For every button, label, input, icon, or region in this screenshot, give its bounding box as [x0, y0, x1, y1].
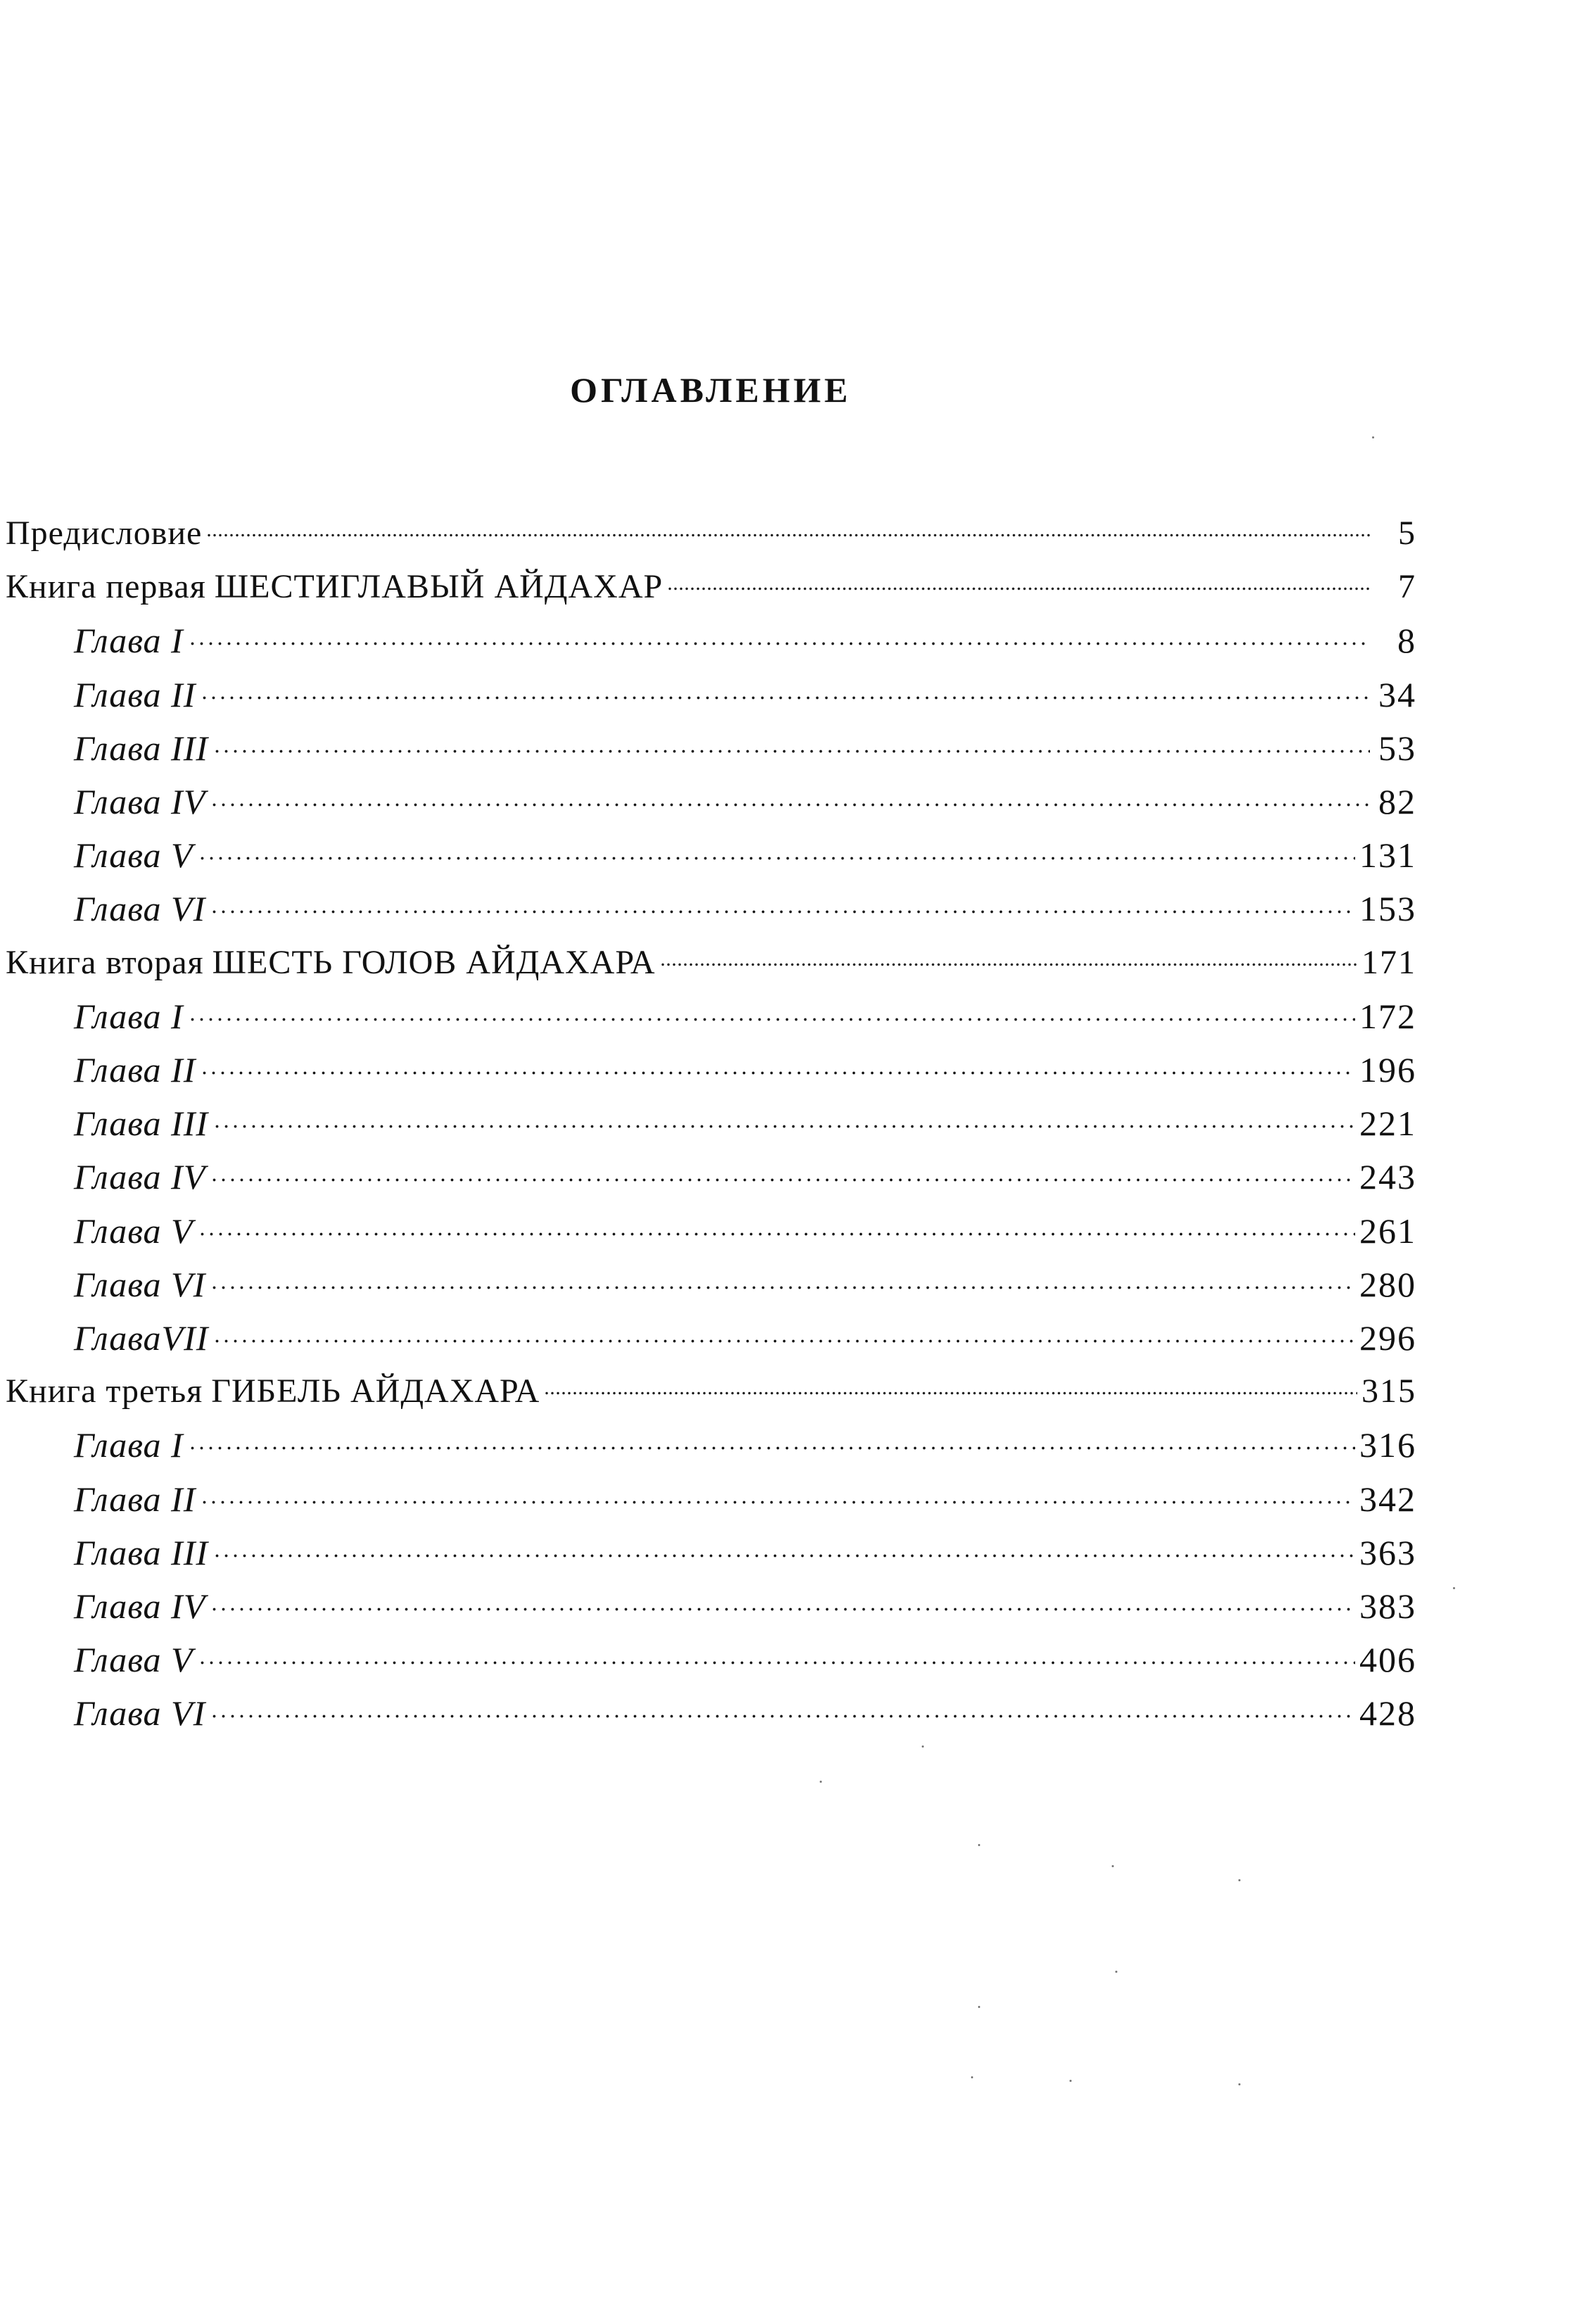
- toc-chapter-entry: [74, 828, 1416, 882]
- page-number: 82: [1378, 782, 1416, 821]
- page-number: 5: [1398, 514, 1416, 552]
- toc-book-entry: [6, 507, 1416, 560]
- dot-leader: [212, 1554, 1355, 1558]
- toc-entry-label: [74, 1633, 193, 1686]
- toc-entry-label: [74, 1097, 208, 1150]
- toc-entry-title: Книга третья: [6, 1372, 203, 1410]
- scan-speck: [1070, 2080, 1072, 2082]
- toc-chapter-entry: [74, 775, 1416, 828]
- toc-entry-title: Глава III: [74, 728, 209, 768]
- toc-entry-title: Глава V: [74, 835, 193, 876]
- toc-chapter-entry: [74, 1633, 1416, 1686]
- dot-leader: [667, 587, 1370, 591]
- page-number: 34: [1378, 674, 1416, 714]
- toc-chapter-entry: [74, 1150, 1416, 1204]
- page-number: 316: [1359, 1425, 1416, 1465]
- dot-leader: [188, 1446, 1355, 1450]
- toc-book-entry: [6, 560, 1416, 614]
- toc-entry-title: Глава IV: [74, 782, 206, 821]
- dot-leader: [212, 1339, 1355, 1343]
- toc-entry-title: Глава VI: [74, 1264, 206, 1304]
- page-number: 8: [1397, 621, 1416, 661]
- toc-entry-label: [74, 775, 205, 828]
- toc-entry-label: [74, 1150, 205, 1204]
- page-number: 280: [1359, 1264, 1416, 1304]
- page-number: 383: [1359, 1586, 1416, 1626]
- toc-entry-subtitle: ШЕСТЬ ГОЛОВ АЙДАХАРА: [212, 943, 656, 981]
- toc-entry-title: Глава II: [74, 1479, 196, 1519]
- page-number: 171: [1362, 943, 1416, 981]
- toc-chapter-entry: [74, 1204, 1416, 1258]
- page-number: 342: [1359, 1479, 1416, 1519]
- toc-entry-title: Глава I: [74, 996, 184, 1036]
- toc-entry-title: Глава IV: [74, 1157, 206, 1197]
- page-number: 131: [1359, 835, 1416, 876]
- scan-speck: [1112, 1865, 1114, 1867]
- page-number: 363: [1359, 1532, 1416, 1572]
- dot-leader: [200, 696, 1370, 700]
- toc-entry-label: [74, 828, 193, 882]
- page-number: 296: [1359, 1318, 1416, 1358]
- page-number: 7: [1398, 568, 1416, 606]
- toc-chapter-entry: [74, 1526, 1416, 1579]
- dot-leader: [210, 1608, 1355, 1611]
- toc-chapter-entry: [74, 668, 1416, 721]
- toc-entry-label: [74, 614, 184, 667]
- scan-speck: [922, 1745, 924, 1748]
- toc-entry-label: [74, 668, 196, 721]
- toc-chapter-entry: [74, 1258, 1416, 1311]
- scan-speck: [1453, 1587, 1455, 1589]
- toc-entry-label: [74, 1472, 196, 1526]
- toc-entry-title: Глава V: [74, 1640, 193, 1680]
- toc-chapter-entry: [74, 990, 1416, 1043]
- page-number: 406: [1359, 1640, 1416, 1680]
- toc-entry-title: Глава I: [74, 1425, 184, 1465]
- toc-entry-label: [74, 1258, 205, 1311]
- page-number: 428: [1359, 1693, 1416, 1733]
- toc-entry-title: ГлаваVII: [74, 1318, 209, 1358]
- toc-book-entry: [6, 936, 1416, 990]
- toc-entry-title: Предисловие: [6, 514, 203, 552]
- page-number: 315: [1362, 1372, 1416, 1410]
- toc-entry-label: [74, 990, 184, 1043]
- toc-book-entry: [6, 1365, 1416, 1418]
- toc-entry-title: Глава II: [74, 1050, 196, 1090]
- toc-entry-label: [6, 936, 656, 990]
- dot-leader: [212, 750, 1370, 753]
- dot-leader: [198, 857, 1355, 860]
- page-number: 196: [1359, 1050, 1416, 1090]
- toc-entry-title: Глава IV: [74, 1586, 206, 1626]
- dot-leader: [200, 1501, 1355, 1504]
- scan-speck: [978, 2006, 980, 2008]
- toc-entry-title: Глава I: [74, 621, 184, 661]
- toc-chapter-entry: [74, 1472, 1416, 1526]
- dot-leader: [206, 533, 1370, 537]
- page-number: 243: [1359, 1157, 1416, 1197]
- dot-leader: [198, 1232, 1355, 1236]
- toc-chapter-entry: [74, 614, 1416, 667]
- toc-entry-title: Книга вторая: [6, 943, 204, 981]
- page-number: 153: [1359, 889, 1416, 929]
- toc-chapter-entry: [74, 1579, 1416, 1633]
- toc-entry-title: Глава VI: [74, 1693, 206, 1733]
- toc-entry-label: [6, 560, 663, 614]
- toc-entry-subtitle: ШЕСТИГЛАВЫЙ АЙДАХАР: [214, 568, 664, 606]
- scan-speck: [971, 2076, 973, 2078]
- toc-entry-label: [74, 721, 208, 775]
- toc-entry-label: [74, 1418, 184, 1472]
- toc-entry-label: [74, 1204, 193, 1258]
- scan-speck: [820, 1781, 822, 1783]
- dot-leader: [188, 1018, 1355, 1021]
- scan-speck: [1238, 1879, 1240, 1881]
- toc-chapter-entry: [74, 1418, 1416, 1472]
- page-number: 221: [1359, 1104, 1416, 1144]
- dot-leader: [210, 910, 1355, 914]
- toc-chapter-entry: [74, 721, 1416, 775]
- toc-entry-label: [74, 1686, 205, 1740]
- toc-entry-label: [74, 1311, 208, 1365]
- toc-entry-title: Книга первая: [6, 568, 206, 606]
- scan-speck: [978, 1844, 980, 1846]
- scan-speck: [1372, 436, 1374, 438]
- dot-leader: [210, 1714, 1355, 1718]
- dot-leader: [198, 1661, 1355, 1665]
- toc-chapter-entry: [74, 1097, 1416, 1150]
- toc-entry-title: Глава III: [74, 1104, 209, 1144]
- page-title: ОГЛАВЛЕНИЕ: [570, 370, 851, 410]
- dot-leader: [544, 1391, 1357, 1395]
- scan-speck: [1115, 1971, 1117, 1973]
- toc-entry-label: [6, 1365, 540, 1418]
- toc-entry-title: Глава III: [74, 1532, 209, 1572]
- toc-chapter-entry: [74, 1311, 1416, 1365]
- toc-entry-subtitle: ГИБЕЛЬ АЙДАХАРА: [211, 1372, 540, 1410]
- dot-leader: [188, 642, 1370, 645]
- dot-leader: [212, 1125, 1355, 1128]
- toc-entry-title: Глава II: [74, 674, 196, 714]
- page-number: 53: [1378, 728, 1416, 768]
- scan-speck: [1238, 2083, 1240, 2085]
- dot-leader: [660, 963, 1357, 966]
- toc-entry-label: [74, 1579, 205, 1633]
- toc-entry-label: [6, 507, 202, 560]
- toc-chapter-entry: [74, 1043, 1416, 1097]
- toc-entry-label: [74, 882, 205, 935]
- toc-entry-title: Глава VI: [74, 889, 206, 929]
- dot-leader: [200, 1071, 1355, 1075]
- toc-chapter-entry: [74, 882, 1416, 935]
- toc-entry-label: [74, 1043, 196, 1097]
- dot-leader: [210, 1286, 1355, 1289]
- page-number: 172: [1359, 996, 1416, 1036]
- toc-entry-title: Глава V: [74, 1211, 193, 1251]
- dot-leader: [210, 803, 1370, 807]
- dot-leader: [210, 1178, 1355, 1182]
- page-number: 261: [1359, 1211, 1416, 1251]
- toc-chapter-entry: [74, 1686, 1416, 1740]
- toc-entry-label: [74, 1526, 208, 1579]
